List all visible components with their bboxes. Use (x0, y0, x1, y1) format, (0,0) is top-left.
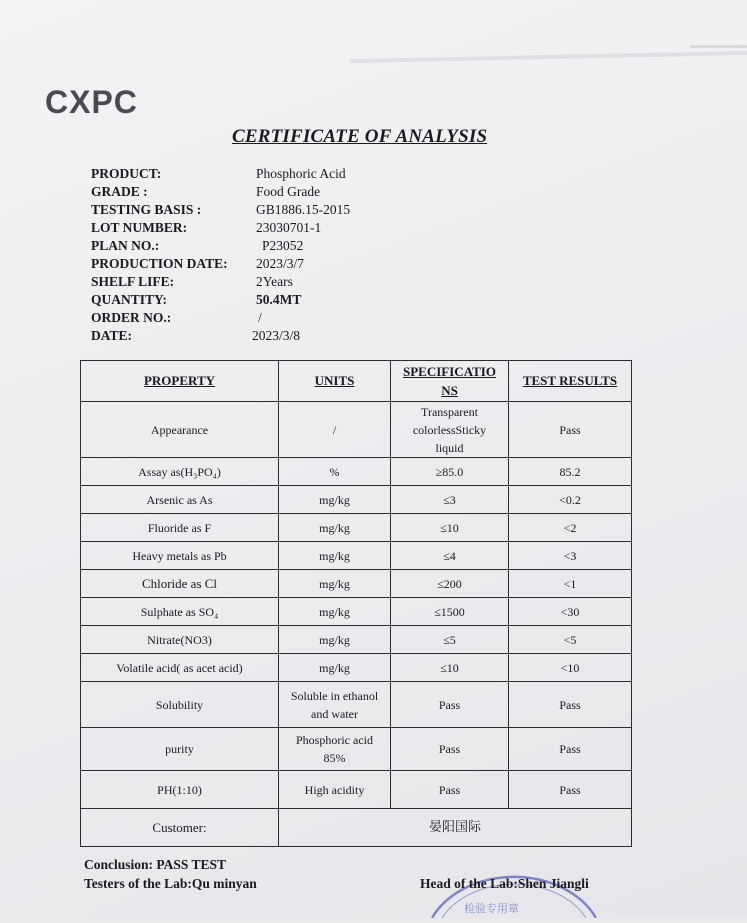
cell-property: Solubility (81, 682, 279, 728)
info-value-production-date: 2023/3/7 (256, 256, 305, 271)
cell-property: Volatile acid( as acet acid) (81, 654, 279, 682)
info-value-quantity: 50.4MT (256, 292, 302, 307)
info-label-date: DATE: (91, 328, 133, 343)
table-row (81, 458, 632, 486)
info-label-grade: GRADE : (91, 184, 148, 199)
cell-property: purity (81, 728, 279, 771)
cell-units: mg/kg (279, 626, 391, 654)
cell-result: Pass (509, 682, 632, 728)
company-logo: CXPC (45, 84, 138, 120)
certificate-title: CERTIFICATE OF ANALYSIS (232, 126, 488, 147)
cell-spec: ≤4 (391, 542, 509, 570)
stamp-text: 检验专用章 (464, 902, 519, 915)
table-row (81, 542, 632, 570)
cell-result: <5 (509, 626, 632, 654)
info-value-grade: Food Grade (256, 184, 321, 199)
cell-spec: ≥85.0 (391, 458, 509, 486)
customer-row (81, 809, 632, 847)
table-row (81, 402, 632, 458)
cell-result: Pass (509, 771, 632, 809)
cell-result: <30 (509, 598, 632, 626)
cell-units: mg/kg (279, 542, 391, 570)
paper-fold-shadow (690, 45, 747, 48)
cell-property: Fluoride as F (81, 514, 279, 542)
lab-testers: Testers of the Lab:Qu minyan (84, 876, 257, 891)
info-label-production-date: PRODUCTION DATE: (91, 256, 228, 271)
paper-fold-shadow (350, 51, 747, 63)
info-label-product: PRODUCT: (91, 166, 162, 181)
table-row (81, 682, 632, 728)
cell-result: Pass (509, 402, 632, 458)
cell-result: <3 (509, 542, 632, 570)
cell-spec: Transparent colorlessSticky liquid (391, 402, 509, 458)
info-label-quantity: QUANTITY: (91, 292, 168, 307)
cell-spec: ≤10 (391, 514, 509, 542)
header-property: PROPERTY (81, 361, 279, 402)
cell-units: / (279, 402, 391, 458)
customer-value: 晏阳国际 (279, 809, 632, 847)
cell-units: % (279, 458, 391, 486)
info-label-order-no: ORDER NO.: (91, 310, 172, 325)
cell-result: Pass (509, 728, 632, 771)
info-label-lot-number: LOT NUMBER: (91, 220, 188, 235)
cell-spec: Pass (391, 682, 509, 728)
conclusion-text: Conclusion: PASS TEST (84, 857, 227, 872)
cell-property: Heavy metals as Pb (81, 542, 279, 570)
cell-property: Appearance (81, 402, 279, 458)
cell-spec: ≤3 (391, 486, 509, 514)
cell-spec: Pass (391, 728, 509, 771)
customer-label: Customer: (81, 809, 279, 847)
table-row (81, 514, 632, 542)
info-value-shelf-life: 2Years (256, 274, 293, 289)
info-value-product: Phosphoric Acid (256, 166, 346, 181)
cell-spec: ≤5 (391, 626, 509, 654)
cell-property: Nitrate(NO3) (81, 626, 279, 654)
cell-spec: ≤1500 (391, 598, 509, 626)
cell-units: High acidity (279, 771, 391, 809)
table-row (81, 771, 632, 809)
header-test-results: TEST RESULTS (509, 361, 632, 402)
cell-property: Sulphate as SO₄ (81, 598, 279, 626)
cell-units: mg/kg (279, 570, 391, 598)
info-value-testing-basis: GB1886.15-2015 (256, 202, 351, 217)
cell-spec: ≤200 (391, 570, 509, 598)
header-units: UNITS (279, 361, 391, 402)
info-value-lot-number: 23030701-1 (256, 220, 322, 235)
info-value-order-no: / (258, 310, 262, 325)
lab-head: Head of the Lab:Shen Jiangli (420, 876, 589, 891)
table-header-row (81, 361, 632, 402)
cell-units: mg/kg (279, 486, 391, 514)
analysis-table (80, 360, 632, 847)
table-row (81, 570, 632, 598)
cell-property: PH(1:10) (81, 771, 279, 809)
cell-result: <1 (509, 570, 632, 598)
cell-result: <10 (509, 654, 632, 682)
table-row (81, 598, 632, 626)
info-label-shelf-life: SHELF LIFE: (91, 274, 175, 289)
cell-property: Chloride as Cl (81, 570, 279, 598)
cell-result: <0.2 (509, 486, 632, 514)
cell-spec: Pass (391, 771, 509, 809)
info-value-plan-no: P23052 (262, 238, 304, 253)
cell-result: <2 (509, 514, 632, 542)
cell-units: Phosphoric acid 85% (279, 728, 391, 771)
cell-property: Arsenic as As (81, 486, 279, 514)
cell-units: Soluble in ethanol and water (279, 682, 391, 728)
header-specifications: SPECIFICATIO NS (391, 361, 509, 402)
cell-units: mg/kg (279, 514, 391, 542)
cell-property: Assay as(H₃PO₄) (81, 458, 279, 486)
info-label-plan-no: PLAN NO.: (91, 238, 160, 253)
cell-result: 85.2 (509, 458, 632, 486)
table-row (81, 626, 632, 654)
cell-units: mg/kg (279, 598, 391, 626)
table-row (81, 654, 632, 682)
info-value-date: 2023/3/8 (252, 328, 301, 343)
info-label-testing-basis: TESTING BASIS : (91, 202, 202, 217)
cell-units: mg/kg (279, 654, 391, 682)
cell-spec: ≤10 (391, 654, 509, 682)
table-row (81, 728, 632, 771)
table-row (81, 486, 632, 514)
